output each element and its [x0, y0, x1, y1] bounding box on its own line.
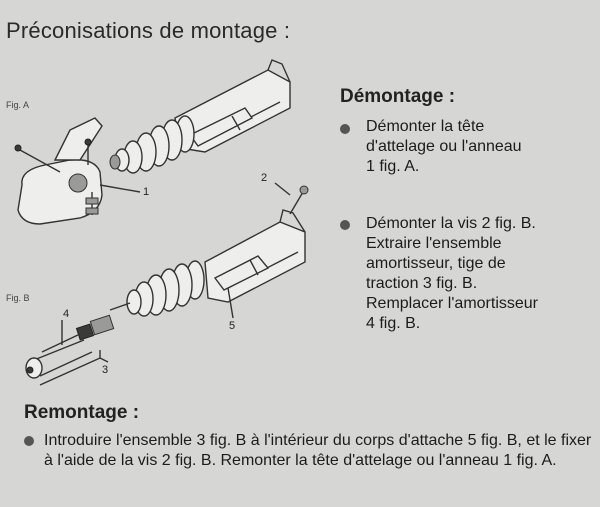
figure-b-label: Fig. B	[6, 293, 30, 303]
remontage-item-text: Introduire l'ensemble 3 fig. B à l'intérieur du corps d'attache 5 fig. B, et le fixer à l'aide de la vis 2 fig. B. Remonter la tête d'attelage ou l'anneau 1 fig. A.	[44, 432, 592, 469]
bullet-icon	[24, 436, 34, 446]
damper-4	[26, 303, 130, 378]
callout-5: 5	[229, 320, 236, 332]
demontage-item-text: Démonter la vis 2 fig. B. Extraire l'ensemble amortisseur, tige de traction 3 fig. B. Remplacer l'amortisseur 4 fig. B.	[366, 215, 538, 332]
demontage-heading: Démontage :	[340, 86, 456, 107]
callout-2: 2	[261, 172, 268, 184]
callout-1: 1	[143, 186, 150, 198]
callout-4: 4	[63, 308, 70, 320]
figure-a-drawing	[15, 60, 290, 224]
figure-a-label: Fig. A	[6, 100, 30, 110]
coupling-head	[15, 118, 102, 224]
demontage-item-text: Démonter la tête d'attelage ou l'anneau 1 fig. A.	[366, 118, 522, 175]
callout-3: 3	[102, 364, 109, 376]
remontage-heading: Remontage :	[24, 402, 140, 423]
assembly-illustration	[0, 0, 330, 400]
bullet-icon	[340, 124, 350, 134]
page-title: Préconisations de montage :	[6, 18, 291, 43]
bellows-a	[110, 116, 194, 173]
bullet-icon	[340, 220, 350, 230]
bellows-b	[127, 261, 204, 316]
